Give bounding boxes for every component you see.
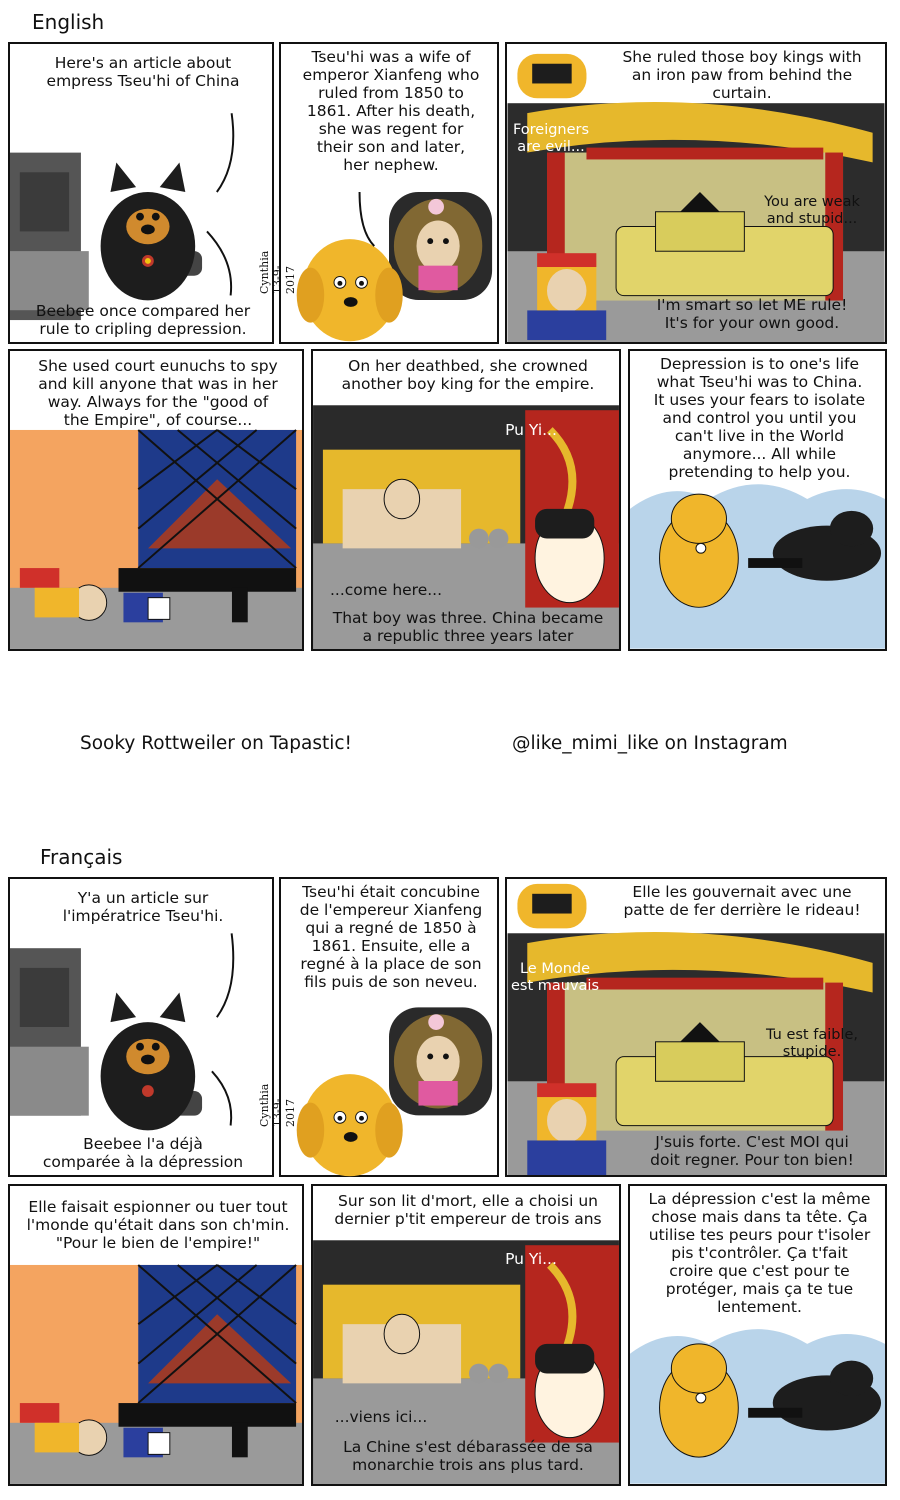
fr-panel-4-caption: Elle faisait espionner ou tuer tout l'monde qu'était dans son ch'min. "Pour le bien de l'empire!": [26, 1198, 290, 1252]
en-panel-4-caption: She used court eunuchs to spy and kill anyone that was in her way. Always for the "good of the Empire", of course...: [38, 357, 278, 429]
fr-panel-1: [8, 877, 297, 1177]
en-panel-3-bubble-2: You are weak and stupid...: [764, 194, 860, 227]
fr-panel-1-caption: Y'a un article sur l'impératrice Tseu'hi.: [62, 889, 224, 925]
fr-panel-6-caption: La dépression c'est la même chose mais dans ta tête. Ça utilise tes peurs pour t'isoler pis t'contrôler. Ça t'fait croire que c'est pour te protéger, mais ça te tue lentement.: [648, 1190, 871, 1316]
fr-signature: Cynthia 13-9-2017: [258, 1083, 297, 1127]
en-panel-3-bubble-1: Foreigners are evil...: [512, 122, 590, 155]
fr-panel-3-caption-bottom: J'suis forte. C'est MOI qui doit regner. Pour ton bien!: [650, 1133, 854, 1169]
en-panel-5-bubble-2: ...come here...: [329, 581, 443, 599]
francais-label: Français: [40, 845, 123, 869]
footer-tapastic: Sooky Rottweiler on Tapastic!: [80, 733, 352, 754]
en-panel-6-caption: Depression is to one's life what Tseu'hi was to China. It uses your fears to isolate and control you until you can't live in the World anymore... All while pretending to help you.: [653, 355, 866, 481]
fr-panel-2: [279, 877, 499, 1177]
en-panel-2: [279, 42, 499, 344]
footer-instagram: @like_mimi_like on Instagram: [512, 733, 788, 754]
fr-panel-3-bubble-1: Le Monde est mauvais: [510, 961, 600, 994]
en-signature: Cynthia 13-9-2017: [258, 250, 297, 294]
fr-panel-6: [628, 1184, 887, 1486]
fr-panel-4: [8, 1184, 304, 1486]
en-panel-1: [8, 42, 297, 344]
en-panel-2-caption: Tseu'hi was a wife of emperor Xianfeng who ruled from 1850 to 1861. After his death, she was regent for their son and later, her nephew.: [302, 48, 480, 174]
en-panel-5-caption-bottom: That boy was three. China became a republic three years later: [332, 609, 604, 645]
fr-panel-1-caption-bottom: Beebee l'a déjà comparée à la dépression: [42, 1135, 244, 1171]
fr-panel-5-bubble-1: Pu Yi...: [505, 1250, 557, 1268]
en-panel-3-caption-bottom: I'm smart so let ME rule! It's for your own good.: [656, 296, 848, 332]
en-panel-5-bubble-1: Pu Yi...: [505, 421, 557, 439]
en-panel-5: [311, 349, 621, 651]
en-panel-3-caption: She ruled those boy kings with an iron paw from behind the curtain.: [622, 48, 862, 102]
fr-panel-5-caption-bottom: La Chine s'est débarassée de sa monarchie trois ans plus tard.: [343, 1438, 593, 1474]
fr-panel-3-bubble-2: Tu est faible, stupide.: [765, 1027, 858, 1060]
fr-panel-5-bubble-2: ...viens ici...: [334, 1408, 428, 1426]
en-panel-3: [505, 42, 887, 344]
fr-panel-2-caption: Tseu'hi était concubine de l'empereur Xianfeng qui a regné de 1850 à 1861. Ensuite, elle a regné à la place de son fils puis de son neveu.: [299, 883, 483, 991]
en-panel-1-caption: Here's an article about empress Tseu'hi of China: [46, 54, 240, 90]
en-panel-4: [8, 349, 304, 651]
en-panel-6: [628, 349, 887, 651]
fr-panel-3: [505, 877, 887, 1177]
deathbed-illustration: [313, 351, 619, 649]
fr-panel-5-caption: Sur son lit d'mort, elle a choisi un dernier p'tit empereur de trois ans: [334, 1192, 602, 1228]
fr-panel-5: [311, 1184, 621, 1486]
fr-panel-3-caption: Elle les gouvernait avec une patte de fer derrière le rideau!: [623, 883, 861, 919]
en-panel-1-caption-bottom: Beebee once compared her rule to cripling depression.: [35, 302, 251, 338]
english-label: English: [32, 10, 105, 34]
en-panel-5-caption: On her deathbed, she crowned another boy king for the empire.: [341, 357, 595, 393]
